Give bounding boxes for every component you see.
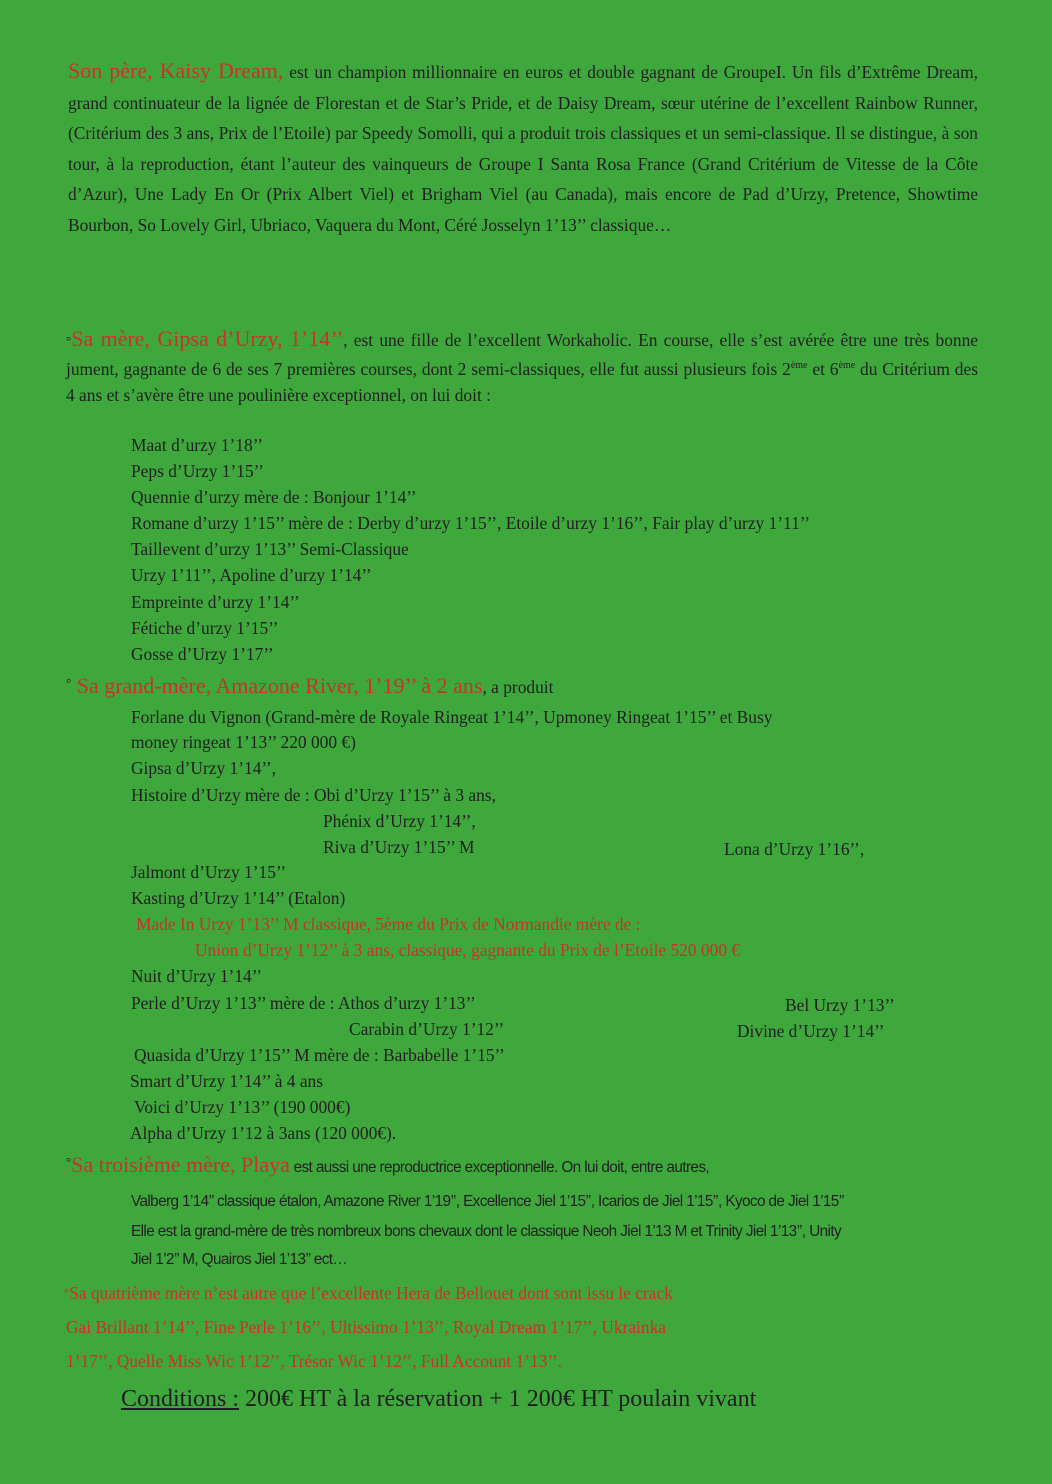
list-item: Romane d’urzy 1’15’’ mère de : Derby d’urzy 1’15’’, Etoile d’urzy 1’16’’, Fair play d’urzy 1’11’’	[131, 513, 811, 534]
union-line: Union d’Urzy 1’12’’ à 3 ans, classique, gagnante du Prix de l’Etoile 520 000 €	[195, 940, 741, 960]
riva-line: Riva d’Urzy 1’15’’ M	[323, 837, 475, 857]
father-paragraph	[68, 56, 978, 240]
grandmother-heading-line	[66, 673, 553, 699]
bullet-icon: °	[64, 1285, 70, 1300]
carabin-line: Carabin d’Urzy 1’12’’	[349, 1019, 505, 1039]
bullet-icon: °	[66, 333, 72, 348]
perle-line: Perle d’Urzy 1’13’’ mère de : Athos d’urzy 1’13’’	[131, 993, 476, 1013]
mother-paragraph	[66, 326, 978, 408]
list-item: Peps d’Urzy 1’15’’	[131, 461, 264, 482]
quasida-line: Quasida d’Urzy 1’15’’ M mère de : Barbabelle 1’15’’	[134, 1045, 505, 1065]
mother-text-b: et 6	[807, 358, 839, 379]
third-mother-tail: est aussi une reproductrice exceptionnelle. On lui doit, entre autres,	[289, 1159, 710, 1176]
gipsa-line: Gipsa d’Urzy 1’14’’,	[131, 758, 277, 778]
lona-line: Lona d’Urzy 1’16’’,	[724, 839, 865, 859]
father-text: est un champion millionnaire en euros et double gagnant de GroupeI. Un fils d’Extrême Dream, grand continuateur de la lignée de Florestan et de Star’s Pride, et de Daisy Dream, sœur utérine de l’excellent Rainbow Runner, (Critérium des 3 ans, Prix de l’Etoile) par Speedy Somolli, qui a produit trois classiques et un semi-classique. Il se distingue, à son tour, à la reproduction, étant l’auteur des vainqueurs de Groupe I Santa Rosa France (Grand Critérium de Vitesse de la Côte d’Azur), Une Lady En Or (Prix Albert Viel) et Brigham Viel (au Canada), mais encore de Pad d’Urzy, Pretence, Showtime Bourbon, So Lovely Girl, Ubriaco, Vaquera du Mont, Céré Josselyn 1’13’’ classique…	[68, 62, 978, 235]
kasting-line: Kasting d’Urzy 1’14’’ (Etalon)	[131, 888, 346, 908]
list-item: Taillevent d’urzy 1’13’’ Semi-Classique	[131, 539, 409, 560]
father-heading: Son père, Kaisy Dream,	[68, 58, 284, 83]
bel-line: Bel Urzy 1’13’’	[785, 995, 895, 1015]
alpha-line: Alpha d’Urzy 1’12 à 3ans (120 000€).	[130, 1123, 397, 1143]
bullet-icon: °	[66, 1154, 72, 1169]
mother-text-a: , est une fille de l’excellent Workaholic. En course, elle s’est avérée être une très bonne jument, gagnante de 6 de ses 7 premières courses, dont 2 semi-classiques, elle fut aussi plusieurs fois 2	[66, 330, 978, 379]
playa-line-1: Valberg 1’14’’ classique étalon, Amazone River 1’19’’, Excellence Jiel 1’15’’, Icarios de Jiel 1’15’’, Kyoco de Jiel 1’15’’	[131, 1193, 845, 1210]
jalmont-line: Jalmont d’Urzy 1’15’’	[131, 862, 287, 882]
voici-line: Voici d’Urzy 1’13’’ (190 000€)	[134, 1097, 351, 1117]
fourth-mother-line-1	[64, 1283, 673, 1304]
list-item: Quennie d’urzy mère de : Bonjour 1’14’’	[131, 487, 417, 508]
phenix-line: Phénix d’Urzy 1’14’’,	[323, 811, 476, 831]
divine-line: Divine d’Urzy 1’14’’	[737, 1021, 885, 1041]
fourth-mother-line-3: 1’17’’, Quelle Miss Wic 1’12’’, Trésor Wic 1’12’’, Full Account 1’13’’.	[66, 1351, 563, 1371]
mother-sup-1: ème	[790, 360, 808, 371]
playa-line-2: Elle est la grand-mère de très nombreux bons chevaux dont le classique Neoh Jiel 1’13 M et Trinity Jiel 1’13’’, Unity	[131, 1223, 842, 1240]
mother-sup-2: ème	[838, 360, 856, 371]
forlane-line-1: Forlane du Vignon (Grand-mère de Royale Ringeat 1’14’’, Upmoney Ringeat 1’15’’ et Busy	[131, 707, 773, 727]
list-item: Empreinte d’urzy 1’14’’	[131, 591, 300, 612]
list-item: Gosse d’Urzy 1’17’’	[131, 643, 274, 664]
nuit-line: Nuit d’Urzy 1’14’’	[131, 966, 263, 986]
smart-line: Smart d’Urzy 1’14’’ à 4 ans	[130, 1071, 324, 1091]
madein-line: Made In Urzy 1’13’’ M classique, 5ème du Prix de Normandie mère de :	[136, 914, 641, 934]
grandmother-heading: Sa grand-mère, Amazone River, 1’19’’ à 2 ans	[71, 673, 483, 698]
list-item: Urzy 1’11’’, Apoline d’urzy 1’14’’	[131, 565, 372, 586]
grandmother-tail: , a produit	[482, 677, 554, 697]
conditions-line	[121, 1386, 756, 1413]
third-mother-heading-line	[66, 1152, 709, 1178]
mother-heading: Sa mère, Gipsa d’Urzy, 1’14’’	[71, 326, 344, 351]
playa-line-3: Jiel 1’2’’ M, Quairos Jiel 1’13’’ ect…	[131, 1251, 348, 1268]
list-item: Fétiche d’urzy 1’15’’	[131, 617, 279, 638]
conditions-label: Conditions :	[121, 1386, 240, 1412]
mother-text-c: du Critérium des 4 ans et s’avère être une poulinière exceptionnel, on lui doit :	[66, 358, 978, 405]
forlane-line-2: money ringeat 1’13’’ 220 000 €)	[131, 732, 356, 752]
fourth-mother-text-1: Sa quatrième mère n’est autre que l’excellente Hera de Bellouet dont sont issu le crack	[69, 1283, 673, 1303]
histoire-line: Histoire d’Urzy mère de : Obi d’Urzy 1’15’’ à 3 ans,	[131, 785, 496, 805]
mother-offspring-list	[131, 432, 810, 667]
third-mother-heading: Sa troisième mère, Playa	[71, 1152, 290, 1177]
bullet-icon: °	[66, 675, 72, 690]
fourth-mother-line-2: Gai Brillant 1’14’’, Fine Perle 1’16’’, Ultissimo 1’13’’, Royal Dream 1’17’’, Ukrainka	[66, 1317, 666, 1337]
conditions-text: 200€ HT à la réservation + 1 200€ HT poulain vivant	[239, 1386, 757, 1412]
list-item: Maat d’urzy 1’18’’	[131, 435, 263, 455]
